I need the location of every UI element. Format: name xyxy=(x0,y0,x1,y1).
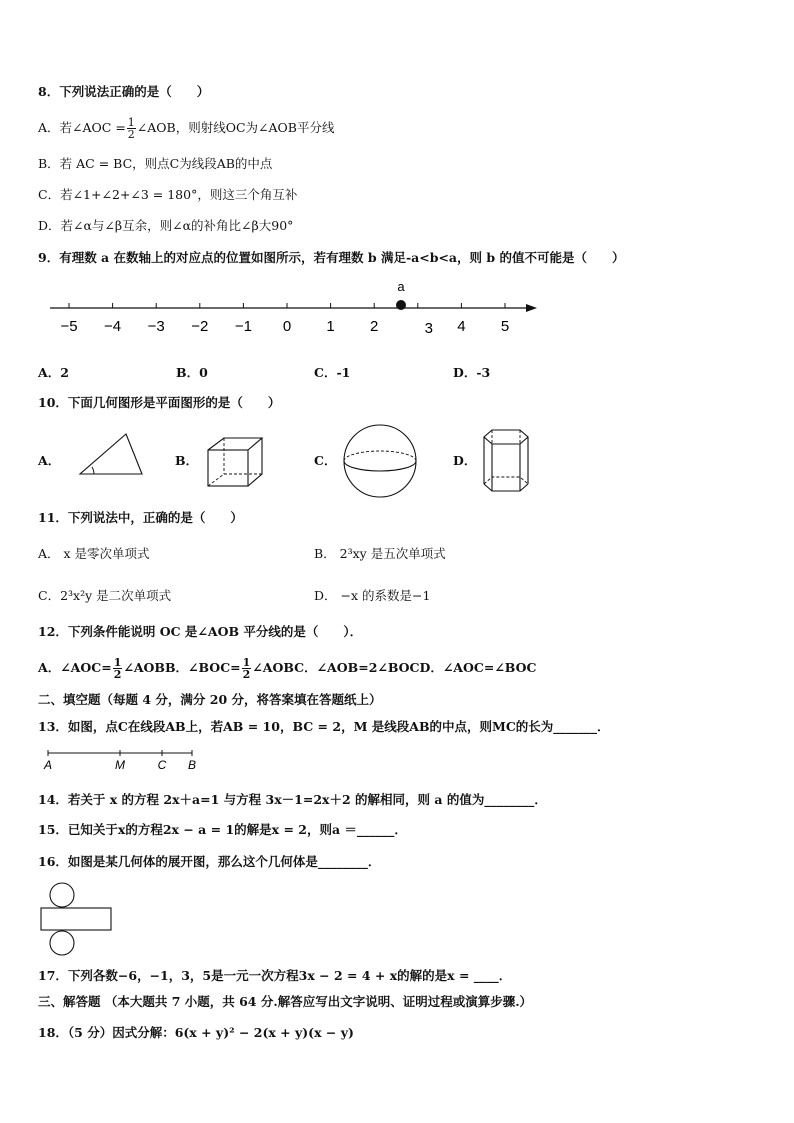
number-line-tick-label: 4 xyxy=(457,318,466,335)
q10-option-a: A． xyxy=(38,453,61,468)
number-line-tick-label: 5 xyxy=(500,318,510,335)
number-line-tick-label: −3 xyxy=(147,318,165,335)
cube-figure xyxy=(200,430,270,492)
q8-option-b: B．若 AC = BC，则点C为线段AB的中点 xyxy=(38,156,273,171)
q8-option-c: C．若∠1+∠2+∠3 = 180°，则这三个角互补 xyxy=(38,187,298,202)
q8-a-prefix: A．若∠AOC = xyxy=(38,120,126,135)
hexagonal-prism-figure xyxy=(476,424,542,496)
q8-a-suffix: ∠AOB，则射线OC为∠AOB平分线 xyxy=(136,120,335,135)
number-line-tick-label: 1 xyxy=(326,318,335,335)
section3-heading: 三、解答题 （本大题共 7 小题，共 64 分.解答应写出文字说明、证明过程或演算步骤.） xyxy=(38,994,533,1009)
point-a-marker xyxy=(396,300,406,310)
q11-option-d: D． −x 的系数是−1 xyxy=(314,588,431,603)
q10-stem: 10．下面几何图形是平面图形的是（ ） xyxy=(38,395,281,410)
number-line-tick-label: −1 xyxy=(234,318,252,335)
q9-option-a: A．2 xyxy=(38,365,69,380)
number-line-tick-label: −5 xyxy=(60,318,78,335)
number-line-tick-label: −2 xyxy=(191,318,209,335)
q9-option-b: B．0 xyxy=(176,365,208,380)
q17-stem: 17．下列各数−6，−1，3，5是一元一次方程3x − 2 = 4 + x的解的是x = ____． xyxy=(38,968,512,983)
q11-option-c: C．2³x²y 是二次单项式 xyxy=(38,588,172,603)
q11-stem: 11．下列说法中，正确的是（ ） xyxy=(38,510,243,525)
q12-a-fraction: $\frac{1}{2}$ xyxy=(113,656,122,681)
segment-label-b: B xyxy=(187,758,197,772)
q11-option-a: A． x 是零次单项式 xyxy=(38,546,150,561)
q12-stem: 12．下列条件能说明 OC 是∠AOB 平分线的是（ ）． xyxy=(38,624,363,639)
q9-stem: 9．有理数 a 在数轴上的对应点的位置如图所示，若有理数 b 满足-a<b<a，则 b 的值不可能是（ ） xyxy=(38,250,625,265)
q18-stem: 18．（5 分）因式分解：6(x + y)² − 2(x + y)(x − y) xyxy=(38,1025,354,1040)
q13-stem: 13．如图，点C在线段AB上，若AB = 10，BC = 2，M 是线段AB的中点，则MC的长为_______． xyxy=(38,719,610,734)
segment-label-a: A xyxy=(43,758,53,772)
number-line-figure xyxy=(40,278,545,340)
section2-heading: 二、填空题（每题 4 分，满分 20 分，将答案填在答题纸上） xyxy=(38,692,382,707)
segment-ab-figure xyxy=(40,745,210,773)
q12-options: A．∠AOC= $\frac{1}{2}$ ∠AOBB．∠BOC= $\frac{1}{2}$ ∠AOBC．∠AOB=2∠BOCD．∠AOC=∠BOC xyxy=(38,656,537,681)
q10-option-c: C． xyxy=(314,453,337,468)
q10-option-d: D． xyxy=(453,453,477,468)
triangle-figure xyxy=(62,424,150,496)
number-line-tick-label: 0 xyxy=(282,318,292,335)
point-a-label: a xyxy=(397,279,405,294)
q14-stem: 14．若关于 x 的方程 2x＋a=1 与方程 3x－1=2x＋2 的解相同，则 a 的值为________． xyxy=(38,792,547,807)
sphere-figure xyxy=(338,420,422,502)
q8-option-d: D．若∠α与∠β互余，则∠α的补角比∠β大90° xyxy=(38,218,294,233)
number-line-arrow-icon xyxy=(526,304,537,312)
number-line-tick-label: −4 xyxy=(104,318,122,335)
q11-option-b: B． 2³xy 是五次单项式 xyxy=(314,546,446,561)
q8-option-a xyxy=(38,110,334,146)
number-line-tick-label: 3 xyxy=(424,320,433,337)
q8-a-fraction: $\frac{1}{2}$ xyxy=(127,116,135,141)
q9-option-c: C．-1 xyxy=(314,365,351,380)
segment-label-c: C xyxy=(157,758,167,772)
q12-b-fraction: $\frac{1}{2}$ xyxy=(242,656,251,681)
q9-option-d: D．-3 xyxy=(453,365,491,380)
q10-option-b: B． xyxy=(175,453,199,468)
segment-label-m: M xyxy=(115,758,125,772)
cylinder-net-figure xyxy=(38,880,118,962)
q15-stem: 15．已知关于x的方程2x − a = 1的解是x = 2，则a ＝______． xyxy=(38,822,407,837)
number-line-tick-label: 2 xyxy=(370,318,379,335)
q8-stem: 8．下列说法正确的是（ ） xyxy=(38,84,210,99)
q16-stem: 16．如图是某几何体的展开图，那么这个几何体是________． xyxy=(38,854,381,869)
